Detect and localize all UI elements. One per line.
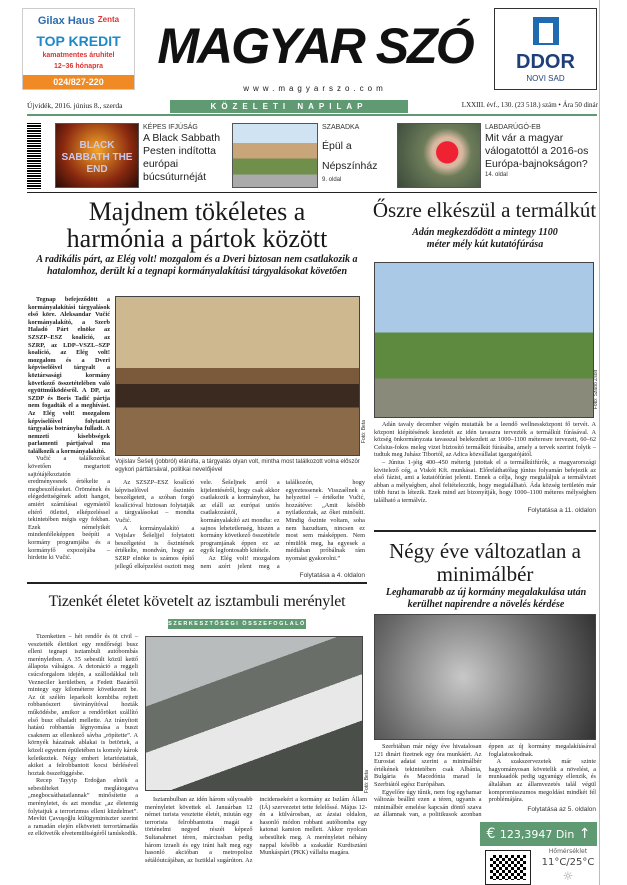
lead-continued[interactable]: Folytatása a 4. oldalon <box>299 572 365 580</box>
ddor-name: DDOR <box>516 51 575 73</box>
termal-body <box>374 421 596 515</box>
tagline-band: KÖZELETI NAPILAP <box>170 100 408 113</box>
ddor-ad[interactable] <box>494 8 597 90</box>
istanbul-body-col1 <box>28 633 138 838</box>
barcode <box>27 123 41 189</box>
minimalber-photo[interactable] <box>374 614 596 740</box>
ad-brand: Gilax Haus <box>37 15 95 27</box>
dateline: Újvidék, 2016. június 8., szerda <box>27 101 123 110</box>
teaser-kicker: LABDARÚGÓ-EB <box>485 124 541 131</box>
euro-icon: € <box>486 826 496 842</box>
termal-continued[interactable]: Folytatása a 11. oldalon <box>527 506 596 514</box>
divider <box>27 192 597 193</box>
paragraph: A kormányalakító a Vojislav Šešeljjel folytatott beszélgetést is őszintének értékelte, mondván, hogy az SZRP elnöke is számos építő jellegű elképzelést osztott meg vele. Šešeljnek arról a kijelentéséről, hogy csak akkor csatlakozik a kormányhoz, ha az eláll az európai uniós csatlakozástól, a kormányalakító azt mondta: ez sajnos lehetetlenség, hiszen a kormány következő összetétele programjának éppen ez az egyik legfontosabb kitétele. <box>115 479 280 570</box>
paragraph: Isztambulban az idén három súlyosabb merényletet követtek el. Januárban 12 német turista vesztette életét, miután egy terrorista felrobbantotta magát a történelmi negyed részét képező Sultanahmet téren, márciusban pedig három izraeli és egy iráni halt meg egy hasonló akcióban a metropolisz sétálóutcájában, az Isztiklal sugárúton. Az incidensekért a kormány az Iszlám Állam (IÁ) szervezetet tette felelőssé. Május 12-én a külvárosban, az ázsiai oldalon, hasonló módon robbant autóbomba egy katonai kamion mellett. Akkor nyolcan sebesültek meg. A merényletet néhány nappal később a szakadár Kurdisztáni Munkáspárt (PKK) vállalta magára. <box>145 796 367 864</box>
paragraph: Az Elég volt! mozgalom nem azért jelent meg a találkozón, hogy egyeztessenek. Visszaélnek a helyzettel – értékelte Vučić, hozzátéve: „Amit később nyilatkoztak, az őket minősíti. Mindig őszinte voltam, soha nem hazudtam, nincsen ez most sem másképpen. Nem rémülök meg, ha egyesek a médiában próbálnak rám nyomást gyakorolni.” <box>200 479 365 570</box>
istanbul-body-cols <box>145 796 367 864</box>
temperature-label: Hőmérséklet <box>548 848 588 855</box>
paragraph: A szakszervezetek már szinte hagyományosan követelik a növelést, a munkaadók pedig ugyanúgy ellenzik, és általában az államvezetés talál végül kompromisszumos megoldást mindkét fél problémájára. <box>488 758 596 804</box>
lead-photo[interactable] <box>115 296 360 456</box>
paragraph: Egyelőre úgy tűnik, nem fog egyhamar változás beállni ezen a téren, ugyanis a minimálbér emelése kapcsán döntő szava az államnak van, a politikusok azonban éppen az új kormány megalakításával foglalatoskodnak. <box>374 743 596 819</box>
paragraph: Az SZSZP–ESZ koalíció képviselőivel őszintén beszélgetett, a szóban forgó koalícióval biztosan folytatják a tárgyalásokat – mondta Vučić. <box>115 479 195 524</box>
teaser-kicker: KÉPES IFJÚSÁG <box>143 124 198 131</box>
page-edge <box>599 0 600 885</box>
teaser-page: 9. oldal <box>322 177 342 183</box>
qr-code-icon <box>490 855 526 880</box>
lead-body-cols <box>115 479 365 570</box>
masthead-url[interactable]: www.magyarszo.com <box>243 84 387 93</box>
lead-photo-credit: Fotó: Beta <box>361 420 367 444</box>
lead-body-col1 <box>28 296 110 562</box>
paragraph: Tegnap befejeződött a kormányalakítási tárgyalások első köre. Aleksandar Vučić kormányalakító, a Szerb Haladó Párt elnöke az SZSZP–ESZ koalíció, az SZRP, az LDP–VSZL–SZP koalíció, az Elég volt! mozgalom és a Dveri képviselőivel tárgyalt a köztársasági kormány következő összetételében való együttműködésről. A DP, az SZDP és Boris Tadić pártja nem fogadták el a meghívást. Az Elég volt! mozgalom képviselőivel folytatott tárgyalás botrányba fulladt. A nemzeti kisebbségek parlamenti pártjaival ma találkozik a kormányalakító. <box>28 296 110 455</box>
istanbul-headline[interactable]: Tizenkét életet követelt az isztambuli merénylet <box>48 593 346 610</box>
teaser-black-sabbath[interactable] <box>143 123 229 184</box>
paragraph: Vučić a találkozókat követően megtartott sajtótájékoztatón eredményesnek értékelte a megbeszéléseket. Örömének és elégedettségének adott hangot, amiért számításai egymástól eltérő ötlettel, elképzeléssel tekintetében mégis egy fokban. Ezek némelyikét mindenféleképpen beépíti a kormány programjába és a kormányfő expozéjába – hirdette ki Vučić. <box>28 455 110 562</box>
ad-brand-tag: Zenta <box>97 15 120 24</box>
masthead-logo: MAGYAR SZÓ <box>157 18 473 74</box>
termal-photo-credit: Fotó: Szabó Zsolt <box>593 370 599 410</box>
ad-headline: TOP KREDIT <box>36 33 121 49</box>
paragraph: Szerbiában már négy éve hivatalosan 121 dinárt fizetnek egy óra munkáért. Az Eurostat adatai szerint a minimálbér értékének tekintetében csak Albánia, Bulgária és Macedónia marad le Szerbiától egész Európában. <box>374 743 482 788</box>
istanbul-label: SZERKESZTŐSÉGI ÖSSZEFOGLALÓ <box>168 621 306 627</box>
ddor-logo-icon <box>533 17 559 45</box>
weather-widget <box>538 848 598 883</box>
exchange-rate: 123,3947 Din <box>499 828 575 841</box>
lead-photo-caption: Vojislav Šešelj (jobbról) elárulta, a tárgyalás olyan volt, mintha most találkozott volna először egykori párttársával, politikai nevelőjével <box>115 459 360 473</box>
sun-icon: ☼ <box>562 869 574 883</box>
arrow-up-icon: ↑ <box>578 826 591 842</box>
teaser-page: 14. oldal <box>485 172 508 178</box>
lead-article <box>27 198 367 278</box>
divider <box>27 582 367 584</box>
paragraph: Recep Tayyip Erdoğan elnök a sebesülteket meglátogatva „megbocsáthatatlannak” minősítette a merényletet, és azt mondta: „az életemig folytatjuk a terrorizmus elleni küzdelmet”. Mevlüt Çavuşoğlu külügyminiszter szerint a ramadán elején elkövetett terrortámadás ez elkövetők elvetemültségéről tanúskodik. <box>28 777 138 838</box>
teaser-kicker: SZABADKA <box>322 124 360 131</box>
paragraph: Adán tavaly december végén mutatták be a leendő wellnessközpont fő tervét. A központ kiépítésének kezdetét az idén tavaszra tervezték a termálkút fúrásával. A község önkormányzata tavasszal belekezdett az 1000–1100 méteresre tervezett, 60–62 Celsius-fokos meleg vizet biztosító termálkút fúrásába, amely a tervek szerint folyik – tudtuk meg Juhász Tibortól, az Adica közvállalat igazgatójától. <box>374 421 596 459</box>
issue-info: LXXIII. évf., 130. (23 518.) szám • Ára 50 dinár <box>461 101 598 109</box>
ad-line2: 12–36 hónapra <box>53 63 104 70</box>
ad-phone: 024/827-220 <box>23 75 134 89</box>
ddor-city: NOVI SAD <box>526 74 565 83</box>
divider <box>27 114 597 116</box>
teaser-title: A Black Sabbath Pesten indította európai búcsúturnéját <box>143 132 221 183</box>
minimalber-headline[interactable]: Négy éve változatlan a minimálbér <box>389 539 581 586</box>
paragraph: Tizenketten – hét rendőr és öt civil – vesztették életüket egy rendőrségi busz elleni tegnapi isztambuli autóbombás merényletben. A 35 sebesült közül kettő állapota válságos. A detonáció a reggeli csúcsforgalom idején, a szállodákkal teli Vezneciler kerületben, a Fedett Bazártól mintegy egy kilométerre következett be. Az út szélén leparkolt kombiba rejtett robbanószert távirányítóval hozták működésbe, amikor a rendőröket szállító első busz elhaladt mellette. Az irányított hatású robbantás légnyomása a buszt csaknem az ellenkező sávba „röpítette”. A környék házainak ablakai is betörtek, a közeli egyetem épületében is komoly károk keletkeztek. Négy embert letartóztattak, akiket a felrobbantott kocsi bérlésével hoztak összefüggésbe. <box>28 633 138 777</box>
teaser-football[interactable] <box>485 123 597 179</box>
teaser-title: Mit vár a magyar válogatottól a 2016-os Európa-bajnokságon? <box>485 132 589 170</box>
divider <box>374 530 596 532</box>
qr-code[interactable] <box>485 850 531 885</box>
istanbul-photo-credit: Fotó: Beta <box>364 770 370 794</box>
nepszinhaz-image[interactable] <box>232 123 318 188</box>
paragraph: – Június 1-jéig 400–450 méterig jutottak el a termálkútfúrók, a magyarországi kivitelező cég, a Viskót Kft. munkásai. Előreláthatólag június folyamán befejezik az első fázist, ami a kutatófúrást jelenti. Ennek a célja, hogy megtaláljuk a termálvizet abban a mélységben, ahol feltételezzük, hogy megtalálható. Áda község területén már több furat is létezik. Ezek mind azt bizonyítják, hogy 1000–1100 méteres mélységben található a termálvíz. <box>374 458 596 504</box>
ad-line1: kamatmentes áruhitel <box>42 52 115 59</box>
minimalber-body <box>374 743 596 819</box>
minimalber-continued[interactable]: Folytatása az 5. oldalon <box>527 805 596 813</box>
temperature-value: 11°C/25°C <box>541 857 595 868</box>
termal-photo[interactable] <box>374 262 594 418</box>
istanbul-photo[interactable] <box>145 636 363 791</box>
lead-deck: A radikális párt, az Elég volt! mozgalom és a Dveri biztosan nem csatlakozik a hatalomhoz, derült ki a tegnapi kormányalakítási tárgyalásokat követően <box>36 254 358 277</box>
football-image[interactable] <box>397 123 481 188</box>
minimalber-deck: Leghamarabb az új kormány megalakulása után kerülhet napirendre a növelés kérdése <box>385 587 587 610</box>
teaser-title: Épül a Népszínház <box>322 140 378 172</box>
teaser-nepszinhaz[interactable] <box>322 123 394 184</box>
black-sabbath-image[interactable]: BLACK SABBATH THE END <box>55 123 139 188</box>
lead-headline[interactable]: Majdnem tökéletes a harmónia a pártok között <box>66 197 328 253</box>
gilax-haus-ad[interactable] <box>22 8 135 90</box>
termal-deck: Adán megkezdődött a mintegy 1100 méter mély kút kutatófúrása <box>412 227 558 250</box>
exchange-rate-widget <box>480 822 597 846</box>
termal-headline[interactable]: Őszre elkészül a termálkút <box>372 198 597 222</box>
lead-body-block <box>115 479 365 580</box>
